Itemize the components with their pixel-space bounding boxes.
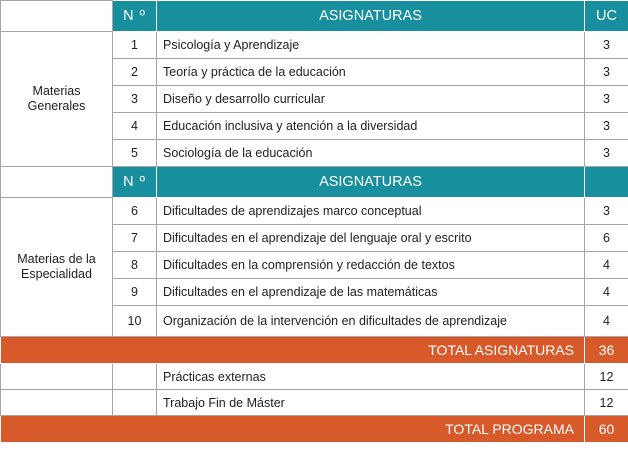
total-program-row [1,416,628,443]
empty-cell [1,390,113,416]
empty-cell [113,390,157,416]
table-header-row [1,1,628,32]
header-empty-cell [1,1,113,32]
subheader-subjects: ASIGNATURAS [157,167,585,198]
table-row [1,364,628,390]
subject-name: Sociología de la educación [157,140,585,167]
subject-uc: 4 [585,306,628,337]
subject-uc: 3 [585,140,628,167]
subject-name: Dificultades de aprendizajes marco conceptual [157,198,585,225]
subheader-empty-cell [1,167,113,198]
extra-item-name: Prácticas externas [157,364,585,390]
row-number: 3 [113,86,157,113]
empty-cell [113,364,157,390]
subheader-number: N º [113,167,157,198]
row-number: 7 [113,225,157,252]
subheader-uc-empty [585,167,628,198]
table-row [1,390,628,416]
subject-name: Diseño y desarrollo curricular [157,86,585,113]
subject-uc: 3 [585,113,628,140]
subject-name: Dificultades en la comprensión y redacción de textos [157,252,585,279]
empty-cell [1,364,113,390]
extra-item-name: Trabajo Fin de Máster [157,390,585,416]
subject-uc: 4 [585,252,628,279]
subject-uc: 6 [585,225,628,252]
subject-uc: 3 [585,86,628,113]
row-number: 5 [113,140,157,167]
table-row [1,32,628,59]
subject-name: Dificultades en el aprendizaje del lenguaje oral y escrito [157,225,585,252]
row-number: 1 [113,32,157,59]
subject-name: Psicología y Aprendizaje [157,32,585,59]
total-subjects-row [1,337,628,364]
row-number: 6 [113,198,157,225]
row-number: 2 [113,59,157,86]
total-program-value: 60 [585,416,628,443]
row-number: 8 [113,252,157,279]
total-subjects-value: 36 [585,337,628,364]
row-number: 10 [113,306,157,337]
header-number: N º [113,1,157,32]
table-row [1,198,628,225]
extra-item-uc: 12 [585,364,628,390]
group-label-especialidad: Materias de la Especialidad [1,198,113,337]
subject-name: Teoría y práctica de la educación [157,59,585,86]
row-number: 4 [113,113,157,140]
subject-uc: 3 [585,59,628,86]
extra-item-uc: 12 [585,390,628,416]
table-subheader-row [1,167,628,198]
group-label-generales: Materias Generales [1,32,113,167]
subject-name: Dificultades en el aprendizaje de las matemáticas [157,279,585,306]
row-number: 9 [113,279,157,306]
total-program-label: TOTAL PROGRAMA [1,416,585,443]
header-uc: UC [585,1,628,32]
subject-uc: 4 [585,279,628,306]
subject-name: Organización de la intervención en dificultades de aprendizaje [157,306,585,337]
subject-name: Educación inclusiva y atención a la diversidad [157,113,585,140]
subject-uc: 3 [585,198,628,225]
total-subjects-label: TOTAL ASIGNATURAS [1,337,585,364]
subject-uc: 3 [585,32,628,59]
header-subjects: ASIGNATURAS [157,1,585,32]
